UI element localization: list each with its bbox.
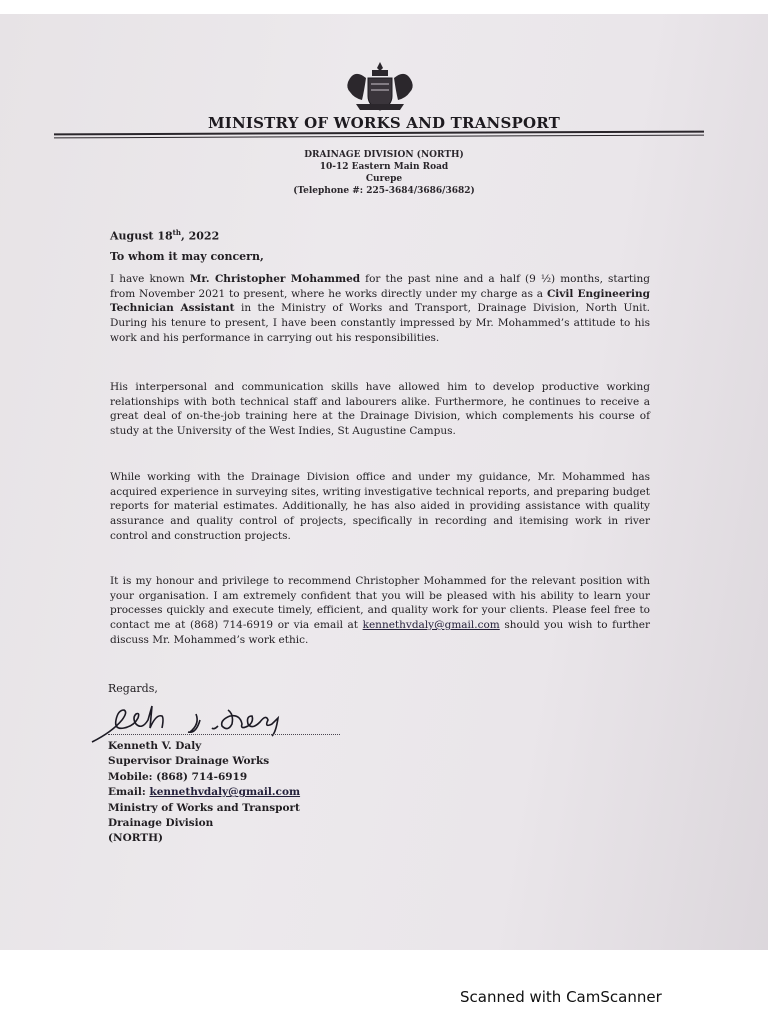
paragraph-1: [110, 272, 650, 346]
job-title: Civil Engineering Technician Assistant: [110, 287, 650, 315]
text-run: I have known: [110, 273, 190, 285]
paragraph-2: His interpersonal and communication skills have allowed him to develop productive working relationships with both technical staff and labourers alike. Furthermore, he continues to receive a great deal of on-the-job training here at the Drainage Division, which complements his course of study at the University of the West Indies, St Augustine Campus.: [110, 381, 650, 438]
signer-unit: (NORTH): [108, 832, 163, 845]
division-name: DRAINAGE DIVISION (NORTH): [304, 150, 464, 160]
address-line: 10-12 Eastern Main Road: [319, 162, 449, 172]
signer-email: [108, 785, 408, 800]
signer-mobile: Mobile: (868) 714-6919: [108, 770, 248, 783]
coat-of-arms-icon: [342, 60, 418, 116]
letterhead-address: [0, 149, 768, 197]
signer-email-link[interactable]: kennethvdaly@gmail.com: [149, 786, 301, 799]
text-run: in the Ministry of Works and Transport, Drainage Division, North Unit. During his tenure to present, I have been constantly impressed by Mr. Mohammed’s attitude to his work and his performance in carrying out his responsibilities.: [110, 302, 651, 344]
date-year: , 2022: [180, 229, 220, 243]
scanner-watermark: Scanned with CamScanner: [460, 988, 662, 1006]
signature-block: [108, 739, 408, 847]
text-run: It is my honour and privilege to recommend Christopher Mohammed for the relevant position with your organisation. I am extremely confident that you will be pleased with his ability to learn your processes quickly and execute timely, efficient, and quality work for your clients. Please feel free to contact me at (868) 714-6919 or via email at: [110, 575, 650, 632]
email-link[interactable]: kennethvdaly@gmail.com: [362, 619, 500, 632]
signer-name: Kenneth V. Daly: [108, 740, 202, 752]
header-rule: [54, 135, 704, 139]
employee-name: Mr. Christopher Mohammed: [189, 273, 361, 285]
letter-date: [110, 226, 650, 244]
date-text: August 18: [110, 229, 173, 243]
salutation: To whom it may concern,: [110, 250, 264, 263]
paragraph-4: [110, 574, 650, 648]
closing: Regards,: [108, 682, 158, 695]
signer-division: Drainage Division: [108, 817, 214, 830]
signature-line: [108, 734, 340, 735]
signer-organisation: Ministry of Works and Transport: [108, 801, 300, 814]
text-run: for the past nine and a half (9 ½) months, starting from November 2021 to present, where he works directly under my charge as a: [110, 273, 650, 300]
telephone-line: (Telephone #: 225-3684/3686/3682): [293, 186, 475, 196]
scanned-letter-page: [0, 14, 768, 950]
paragraph-3: While working with the Drainage Division office and under my guidance, Mr. Mohammed has acquired experience in surveying sites, writing investigative technical reports, and preparing budget reports for material estimates. Additionally, he has also aided in providing assistance with quality assurance and quality control of projects, specifically in recording and itemising work in river control and construction projects.: [110, 471, 650, 542]
address-line: Curepe: [365, 174, 403, 184]
email-label: Email:: [108, 786, 150, 799]
text-run: should you wish to further discuss Mr. Mohammed’s work ethic.: [110, 619, 650, 646]
ministry-title: MINISTRY OF WORKS AND TRANSPORT: [208, 114, 560, 132]
date-ordinal: th: [172, 228, 181, 237]
signer-title: Supervisor Drainage Works: [108, 755, 270, 768]
